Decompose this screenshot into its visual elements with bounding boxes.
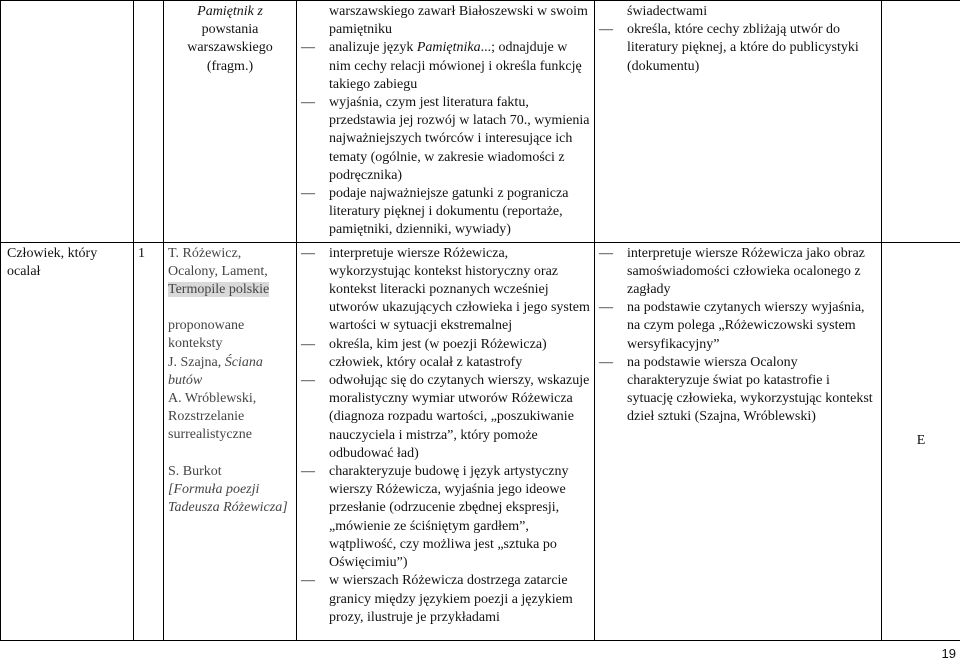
list-item bbox=[301, 336, 590, 372]
requirements-list bbox=[301, 39, 590, 239]
item-text: interpretuje wiersze Różewicza jako obraz samoświadomości człowieka ocalonego z zagłady bbox=[627, 245, 865, 298]
list-item bbox=[599, 21, 877, 76]
context-item bbox=[168, 390, 292, 445]
list-item bbox=[301, 372, 590, 463]
author-line: T. Różewicz, bbox=[168, 245, 242, 261]
table-row bbox=[1, 242, 960, 640]
item-text: analizuje język bbox=[329, 40, 417, 56]
title-line: powstania bbox=[201, 22, 259, 38]
item-text: na podstawie wiersza Ocalony charakteryzuje świat po katastrofie i sytuację człowieka, wykorzystując kontekst dzieł sztuki (Szajna, Wróblewski) bbox=[627, 354, 873, 425]
page-number: 19 bbox=[941, 646, 956, 661]
context-author: A. Wróblewski, bbox=[168, 391, 257, 407]
proposed-contexts-label: proponowane konteksty bbox=[168, 318, 245, 352]
list-item bbox=[301, 572, 590, 627]
item-text: w wierszach Różewicza dostrzega zatarcie granicy między językiem poezji a językiem prozy, ilustruje je przykładami bbox=[329, 573, 573, 625]
dash-bullet-icon: — bbox=[301, 464, 315, 480]
item-text: określa, które cechy zbliżają utwór do literatury pięknej, a które do publicystyki (dokumentu) bbox=[627, 22, 859, 74]
title-italic: Pamiętnik z bbox=[197, 4, 263, 19]
list-item bbox=[599, 245, 877, 300]
title-line: (fragm.) bbox=[206, 58, 254, 74]
list-item bbox=[301, 185, 590, 240]
item-text: odwołując się do czytanych wierszy, wskazuje moralistyczny wymiar utworów Różewicza (diagnoza rozpadu wartości, „poszukiwanie nauczyciela i mistrza”, który pomoże odbudować ład) bbox=[329, 373, 590, 461]
dash-bullet-icon: — bbox=[301, 95, 315, 111]
item-text: ...; odnajduje w nim cechy relacji mówionej i określa funkcję takiego zabiegu bbox=[329, 40, 582, 92]
list-item bbox=[301, 94, 590, 185]
table-row bbox=[1, 1, 960, 243]
dash-bullet-icon: — bbox=[301, 573, 315, 589]
literature-cell bbox=[164, 242, 297, 640]
context-author: S. Burkot bbox=[168, 463, 222, 479]
item-italic: Pamiętnika bbox=[416, 40, 481, 56]
dash-bullet-icon: — bbox=[301, 40, 315, 56]
requirements-list bbox=[301, 245, 590, 627]
category-cell: Człowiek, który ocalał bbox=[1, 242, 134, 640]
row1-basic-requirements-cell bbox=[297, 1, 595, 243]
context-title: [Formuła poezji Tadeusza Różewicza] bbox=[168, 481, 288, 516]
list-item bbox=[301, 245, 590, 336]
list-item bbox=[301, 463, 590, 572]
continued-text: świadectwami bbox=[627, 4, 708, 19]
dash-bullet-icon: — bbox=[301, 373, 315, 389]
item-text: interpretuje wiersze Różewicza, wykorzystując kontekst historyczny oraz kontekst literacki poznanych wcześniej utworów ukazujących człowieka i jego system wartości w sytuacji ekstremalnej bbox=[329, 245, 590, 334]
number-cell: 1 bbox=[134, 242, 164, 640]
item-text: podaje najważniejsze gatunki z pogranicza literatury pięknej i dokumentu (reportaże, pamiętniki, dzienniki, wywiady) bbox=[329, 186, 569, 238]
row1-category-cell bbox=[1, 1, 134, 243]
row1-extended-requirements-cell bbox=[595, 1, 882, 243]
title-line: warszawskiego bbox=[187, 40, 273, 56]
row1-number-cell bbox=[134, 1, 164, 243]
requirements-list bbox=[599, 245, 877, 427]
dash-bullet-icon: — bbox=[599, 354, 613, 370]
basic-requirements-cell bbox=[297, 242, 595, 640]
highlighted-work: Termopile polskie bbox=[168, 282, 270, 298]
dash-bullet-icon: — bbox=[599, 300, 613, 316]
context-item bbox=[168, 463, 292, 518]
row1-title-cell bbox=[164, 1, 297, 243]
dash-bullet-icon: — bbox=[301, 245, 315, 261]
context-author: J. Szajna, bbox=[168, 354, 225, 370]
item-text: wyjaśnia, czym jest literatura faktu, przedstawia jej rozwój w latach 70., wymienia najważniejszych twórców i interesujące ich tematy (ogólnie, w zakresie wiadomości z podręcznika) bbox=[329, 95, 590, 183]
row1-grade-cell bbox=[882, 1, 960, 243]
dash-bullet-icon: — bbox=[599, 22, 613, 38]
continued-text: warszawskiego zawarł Białoszewski w swoim pamiętniku bbox=[329, 4, 588, 38]
list-item bbox=[301, 39, 590, 94]
dash-bullet-icon: — bbox=[301, 336, 315, 352]
item-text: charakteryzuje budowę i język artystyczny wierszy Różewicza, wyjaśnia jego ideowe przesłanie (odrzucenie zbędnej ekspresji, „mówienie ze ściśniętym gardłem”, wątpliwość, czy możliwa jest „sztuka po Oświęcimiu”) bbox=[329, 464, 569, 571]
item-text: określa, kim jest (w poezji Różewicza) człowiek, który ocalał z katastrofy bbox=[329, 336, 547, 370]
item-text: na podstawie czytanych wierszy wyjaśnia, na czym polega „Różewiczowski system wersyfikacyjny” bbox=[627, 300, 865, 352]
context-title: Ściana butów bbox=[168, 354, 263, 388]
extended-requirements-cell bbox=[595, 242, 882, 640]
dash-bullet-icon: — bbox=[599, 245, 613, 261]
works-line: Ocalony, Lament, bbox=[168, 263, 268, 279]
dash-bullet-icon: — bbox=[301, 186, 315, 202]
context-item bbox=[168, 354, 292, 390]
list-item bbox=[599, 354, 877, 427]
context-title: Rozstrzelanie surrealistyczne bbox=[168, 409, 252, 443]
requirements-list bbox=[599, 21, 877, 76]
list-item bbox=[599, 299, 877, 354]
grade-cell: E bbox=[882, 242, 960, 640]
